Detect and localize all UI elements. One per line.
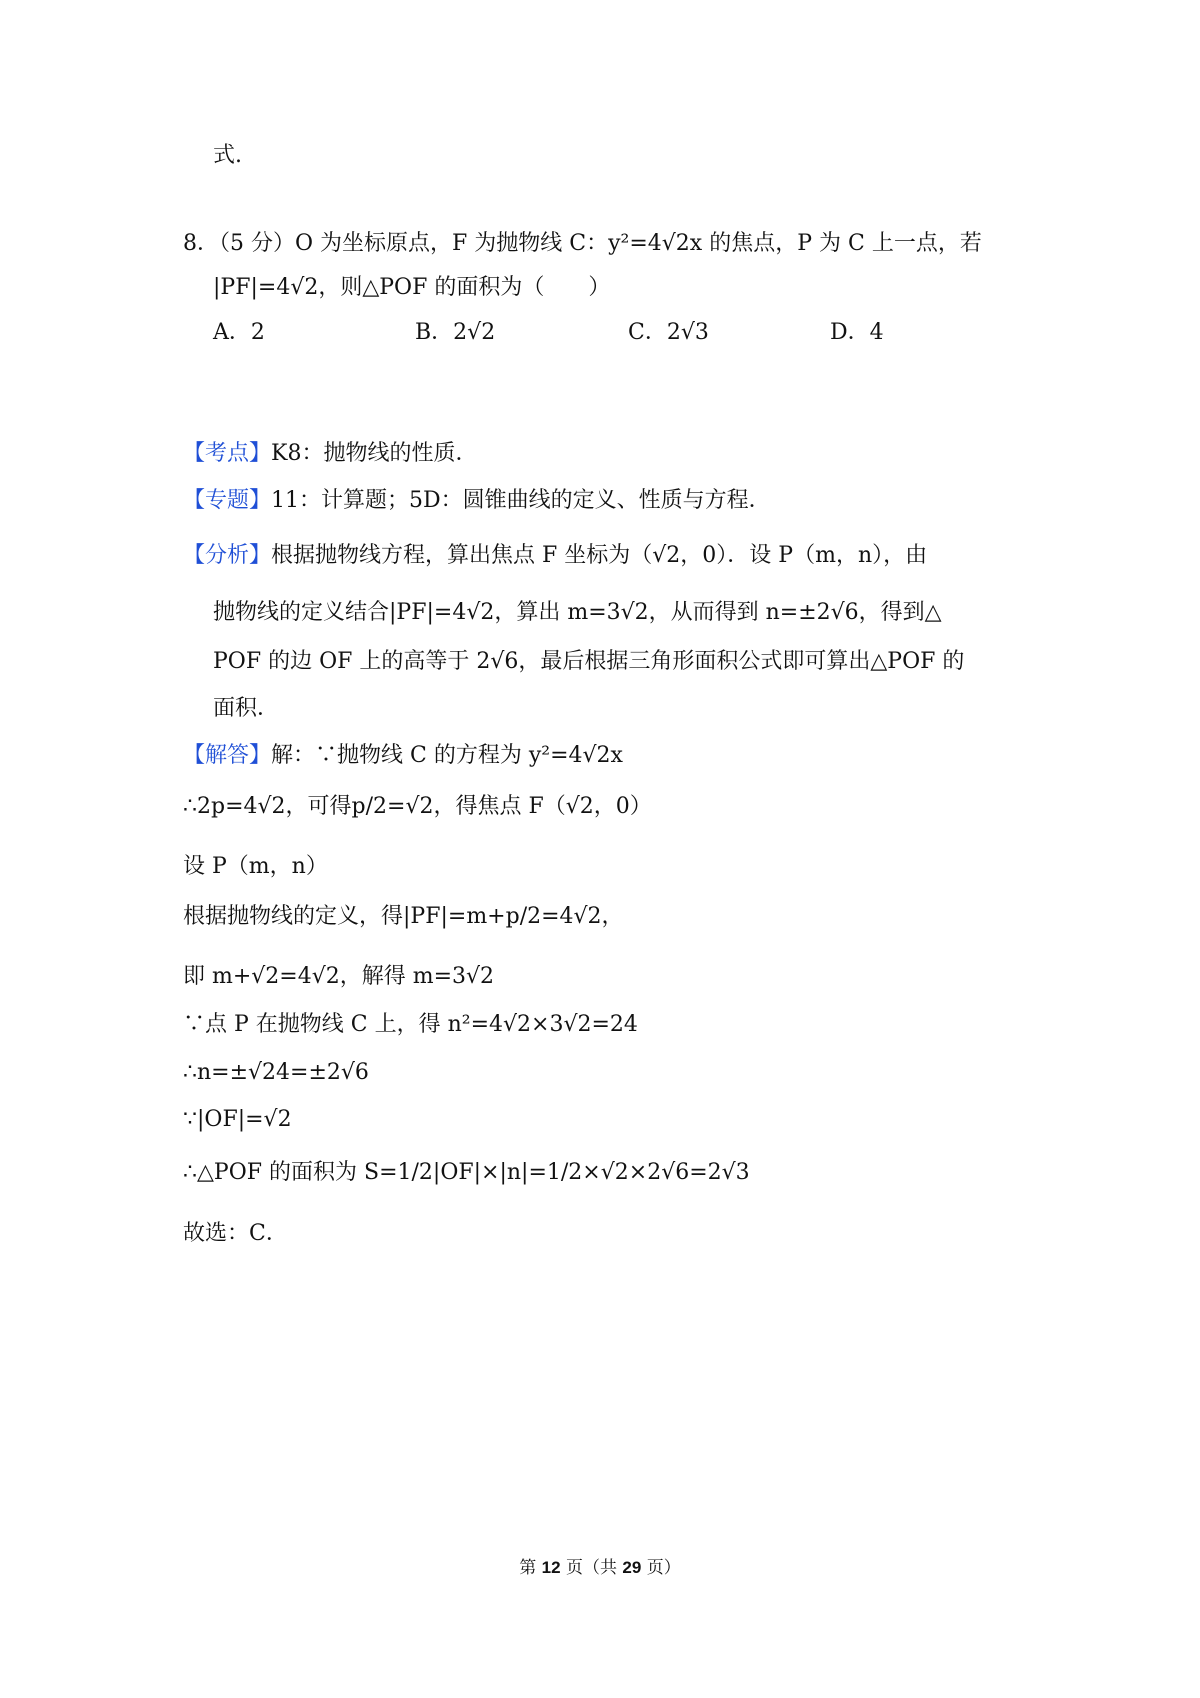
jieda-text-3: 设 P（m，n） xyxy=(183,854,328,879)
jieda-row-2 xyxy=(183,791,652,823)
jieda-row-9 xyxy=(183,1157,750,1189)
jieda-text-8: ∵|OF|=√2 xyxy=(183,1107,292,1132)
jieda-text-2: ∴2p=4√2，可得p/2=√2，得焦点 F（√2，0） xyxy=(183,794,652,819)
options-row xyxy=(0,317,1200,349)
question-stem-2: |PF|=4√2，则△POF 的面积为（ ） xyxy=(213,275,611,300)
fenxi-text-4: 面积． xyxy=(213,696,280,721)
jieda-text-5: 即 m+√2=4√2，解得 m=3√2 xyxy=(183,964,495,989)
jieda-row-10 xyxy=(183,1218,288,1250)
option-a: A．2 xyxy=(213,320,265,345)
fenxi-row-2 xyxy=(213,597,942,629)
option-c: C．2√3 xyxy=(628,320,709,345)
jieda-text-10: 故选：C． xyxy=(183,1221,288,1246)
option-b: B．2√2 xyxy=(415,320,496,345)
page-total: 29 xyxy=(622,1558,642,1577)
kaodian-row xyxy=(183,438,477,470)
question-stem-1: （5 分）O 为坐标原点，F 为抛物线 C：y²=4√2x 的焦点，P 为 C 上一点，若 xyxy=(219,231,982,256)
jieda-text-9: ∴△POF 的面积为 S=1/2|OF|×|n|=1/2×√2×2√6=2√3 xyxy=(183,1160,750,1185)
zhuanti-row xyxy=(183,485,771,517)
jieda-row-6 xyxy=(183,1009,638,1041)
jieda-row-5 xyxy=(183,961,494,993)
jieda-row-1 xyxy=(183,740,623,772)
jieda-row-7 xyxy=(183,1057,369,1089)
zhuanti-text: 11：计算题；5D：圆锥曲线的定义、性质与方程． xyxy=(271,488,771,513)
kaodian-tag: 【考点】 xyxy=(183,441,272,466)
kaodian-text: K8：抛物线的性质． xyxy=(271,441,478,466)
fenxi-row-4 xyxy=(213,693,279,725)
option-d: D．4 xyxy=(830,320,884,345)
continuation-text: 式. xyxy=(213,143,242,168)
fenxi-text-1: 根据抛物线方程，算出焦点 F 坐标为（√2，0）．设 P（m，n），由 xyxy=(271,543,928,568)
jieda-tag: 【解答】 xyxy=(183,743,272,768)
fenxi-row-1 xyxy=(183,540,927,572)
zhuanti-tag: 【专题】 xyxy=(183,488,272,513)
question-number: 8． xyxy=(183,231,219,256)
question-line-2 xyxy=(213,272,610,304)
jieda-text-1: 解：∵抛物线 C 的方程为 y²=4√2x xyxy=(271,743,623,768)
jieda-row-4 xyxy=(183,901,624,933)
jieda-text-7: ∴n=±√24=±2√6 xyxy=(183,1060,369,1085)
fenxi-text-2: 抛物线的定义结合|PF|=4√2，算出 m=3√2，从而得到 n=±2√6，得到△ xyxy=(213,600,942,625)
jieda-text-6: ∵点 P 在抛物线 C 上，得 n²=4√2×3√2=24 xyxy=(183,1012,638,1037)
jieda-row-8 xyxy=(183,1104,292,1136)
fenxi-text-3: POF 的边 OF 上的高等于 2√6，最后根据三角形面积公式即可算出△POF 的 xyxy=(213,649,965,674)
jieda-text-4: 根据抛物线的定义，得|PF|=m+p/2=4√2， xyxy=(183,904,624,929)
fenxi-row-3 xyxy=(213,646,964,678)
jieda-row-3 xyxy=(183,851,328,883)
page-footer: 第 12 页（共 29 页） xyxy=(519,1558,681,1578)
page-number: 12 xyxy=(541,1558,561,1577)
fenxi-tag: 【分析】 xyxy=(183,543,272,568)
question-line-1 xyxy=(183,228,982,260)
